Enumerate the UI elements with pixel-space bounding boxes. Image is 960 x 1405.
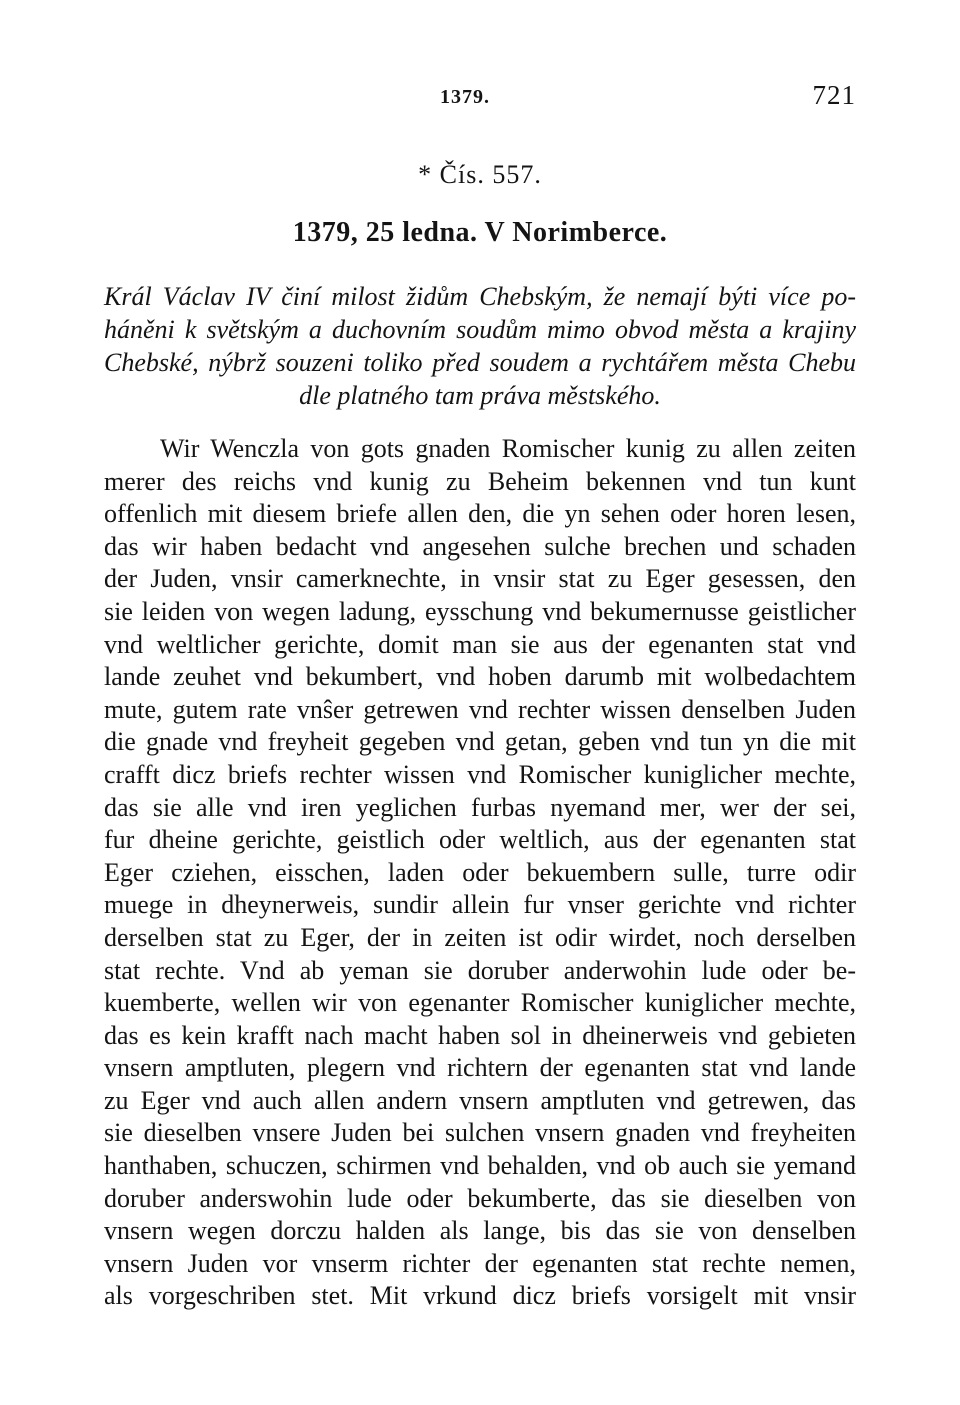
text-line: crafft dicz briefs rechter wissen vnd Romischer kuniglicher mechte,	[104, 759, 856, 789]
text-line: vnd weltlicher gerichte, domit man sie aus der egenanten stat vnd	[104, 629, 856, 659]
text-line: fur dheine gerichte, geistlich oder weltlich, aus der egenanten stat	[104, 825, 856, 855]
text-line: kuemberte, wellen wir von egenanter Romischer kuniglicher mechte,	[104, 988, 856, 1018]
text-line: lande zeuhet vnd bekumbert, vnd hoben darumb mit wolbedachtem	[104, 662, 856, 692]
text-line: Eger cziehen, eisschen, laden oder bekuembern sulle, turre odir	[104, 857, 856, 887]
text-line: merer des reichs vnd kunig zu Beheim bekennen vnd tun kunt	[104, 466, 856, 496]
summary-abstract	[104, 280, 856, 412]
summary-line: Král Václav IV činí milost židům Chebským, že nemají býti více po-	[104, 282, 856, 311]
text-line: offenlich mit diesem briefe allen den, die yn sehen oder horen lesen,	[104, 499, 856, 529]
summary-line: Chebské, nýbrž souzeni toliko před soudem a rychtářem města Chebu	[104, 348, 856, 377]
text-line: stat rechte. Vnd ab yeman sie doruber anderwohin lude oder be-	[104, 955, 856, 985]
text-line: doruber anderswohin lude oder bekumberte, das sie dieselben von	[104, 1183, 856, 1213]
text-line: sie leiden von wegen ladung, eysschung vnd bekumernusse geistlicher	[104, 596, 856, 626]
text-line: vnsern Juden vor vnserm richter der egenanten stat rechte nemen,	[104, 1248, 856, 1278]
text-line: zu Eger vnd auch allen andern vnsern amptluten vnd getrewen, das	[104, 1085, 856, 1115]
charter-text	[104, 433, 856, 1313]
text-line: derselben stat zu Eger, der in zeiten ist odir wirdet, noch derselben	[104, 922, 856, 952]
page-number: 721	[812, 80, 856, 110]
text-line: hanthaben, schuczen, schirmen vnd behalden, vnd ob auch sie yemand	[104, 1151, 856, 1181]
text-line: vnsern amptluten, plegern vnd richtern der egenanten stat vnd lande	[104, 1053, 856, 1083]
text-line: mute, gutem rate vnŝer getrewen vnd rechter wissen denselben Juden	[104, 694, 856, 724]
running-header	[0, 0, 960, 120]
text-line: sie dieselben vnsere Juden bei sulchen vnsern gnaden vnd freyheiten	[104, 1118, 856, 1148]
text-line: die gnade vnd freyheit gegeben vnd getan, geben vnd tun yn die mit	[104, 727, 856, 757]
text-line: vnsern wegen dorczu halden als lange, bis das sie von denselben	[104, 1216, 856, 1246]
text-line: das wir haben bedacht vnd angesehen sulche brechen und schaden	[104, 531, 856, 561]
running-head-year: 1379.	[440, 86, 490, 108]
text-line: das sie alle vnd iren yeglichen furbas nyemand mer, wer der sei,	[104, 792, 856, 822]
document-number: * Čís. 557.	[418, 160, 542, 189]
text-line: als vorgeschriben stet. Mit vrkund dicz briefs vorsigelt mit vnsir	[104, 1281, 856, 1311]
summary-line: dle platného tam práva městského.	[299, 381, 661, 410]
summary-line: háněni k světským a duchovním soudům mimo obvod města a krajiny	[104, 315, 856, 344]
dateline: 1379, 25 ledna. V Norimberce.	[292, 217, 668, 248]
text-line: muege in dheynerweis, sundir allein fur vnser gerichte vnd richter	[104, 890, 856, 920]
text-line: das es kein krafft nach macht haben sol in dheinerweis vnd gebieten	[104, 1020, 856, 1050]
text-line: der Juden, vnsir camerknechte, in vnsir stat zu Eger gesessen, den	[104, 564, 856, 594]
text-line: Wir Wenczla von gots gnaden Romischer kunig zu allen zeiten	[160, 434, 856, 463]
